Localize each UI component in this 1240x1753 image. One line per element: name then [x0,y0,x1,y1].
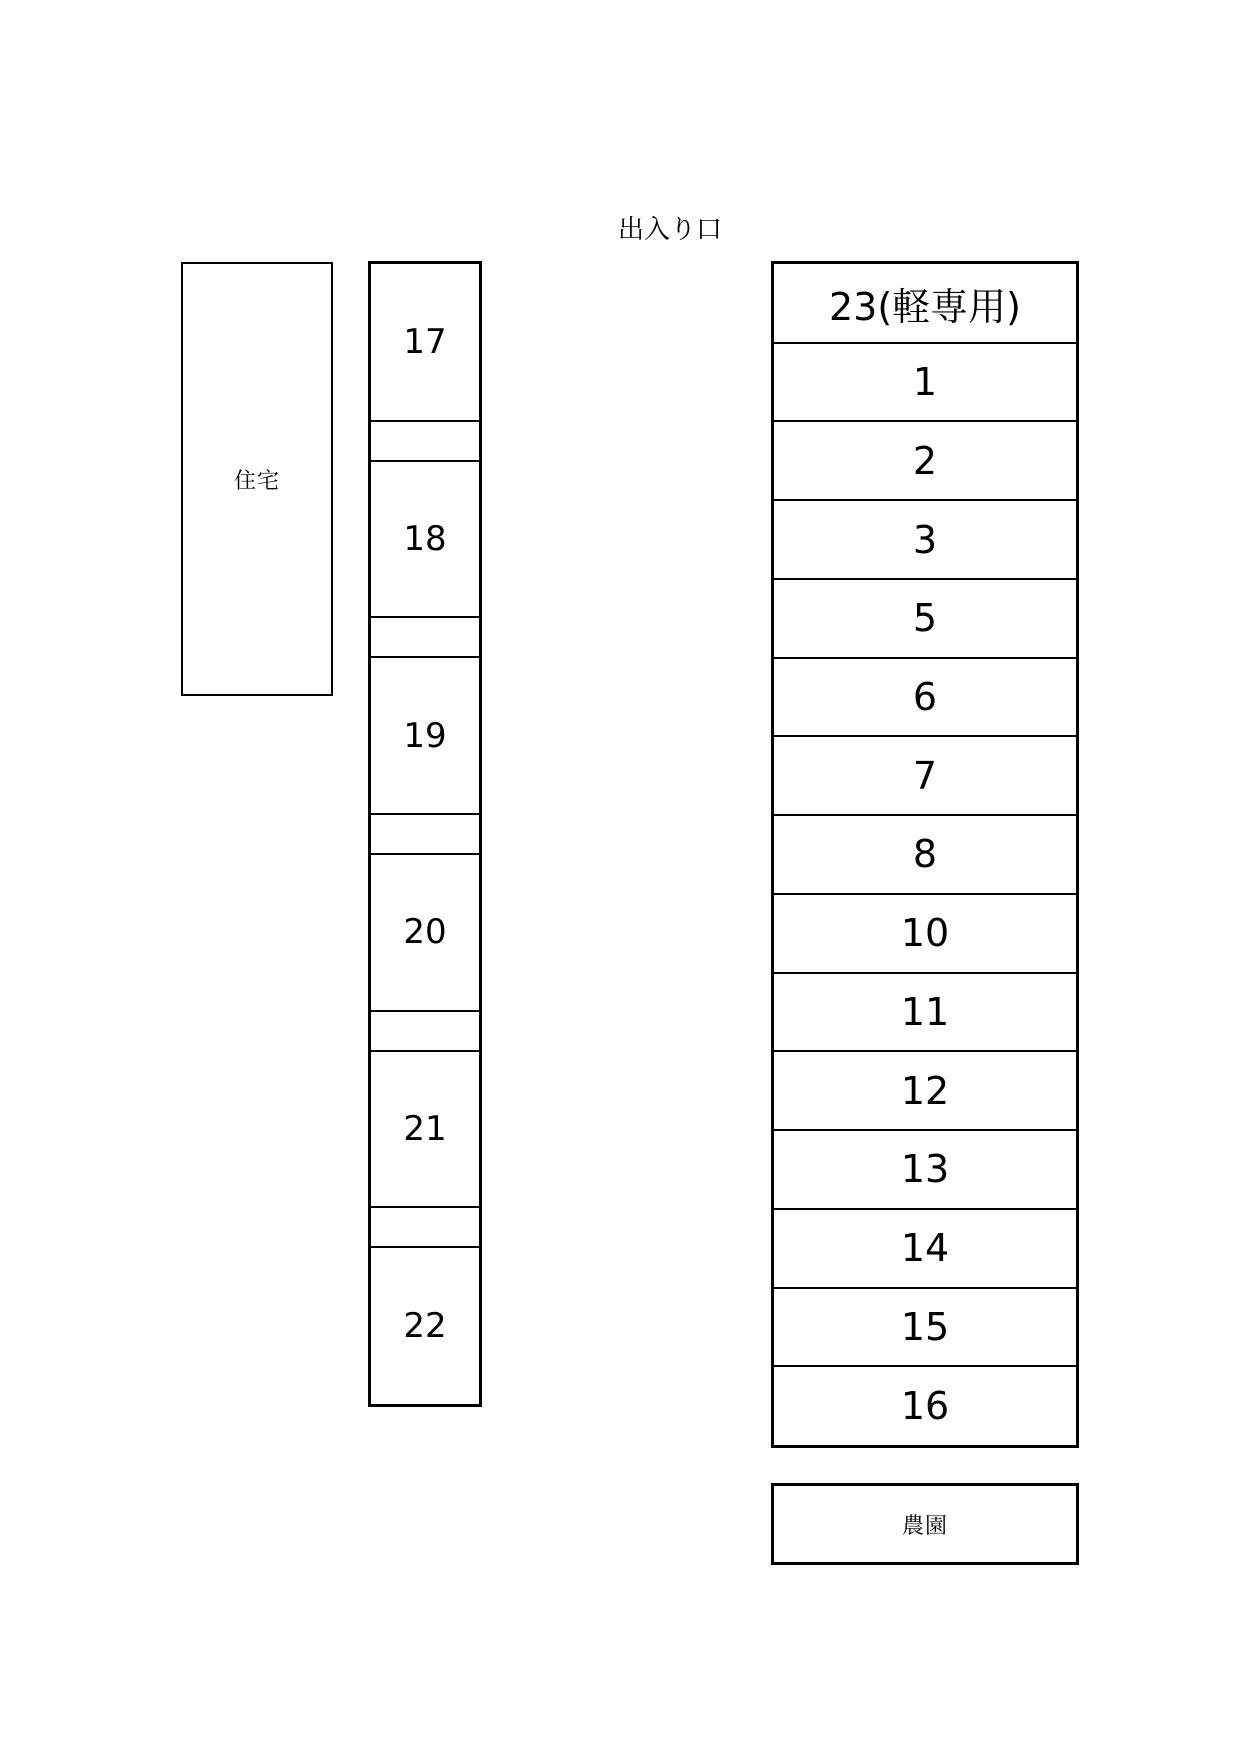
space-divider [371,1206,479,1208]
parking-space-8: 8 [912,832,938,877]
farm-block [771,1483,1079,1565]
parking-space-1: 1 [912,360,938,405]
parking-space-12: 12 [900,1068,950,1113]
parking-space-16: 16 [900,1383,950,1428]
space-divider [371,420,479,422]
farm-label: 農園 [901,1513,948,1539]
right-parking-row [771,261,1079,1448]
space-divider [371,616,479,618]
parking-space-21: 21 [403,1108,447,1149]
parking-space-17: 17 [403,322,447,363]
space-divider [774,1287,1076,1289]
parking-space-20: 20 [403,912,447,953]
space-divider [774,1208,1076,1210]
parking-space-19: 19 [403,715,447,756]
house-block [181,262,333,696]
parking-space-23-kei: 23(軽専用) [828,284,1021,329]
space-divider [774,1129,1076,1131]
left-parking-row [368,261,482,1407]
space-divider [774,814,1076,816]
space-divider [774,735,1076,737]
parking-space-13: 13 [900,1147,950,1192]
space-divider [774,578,1076,580]
space-divider [774,657,1076,659]
parking-space-22: 22 [403,1305,447,1346]
parking-space-3: 3 [912,517,938,562]
space-divider [371,1010,479,1012]
parking-space-2: 2 [912,438,938,483]
parking-space-18: 18 [403,518,447,559]
space-divider [774,893,1076,895]
parking-space-7: 7 [912,753,938,798]
parking-space-15: 15 [900,1304,950,1349]
space-divider [774,342,1076,344]
space-divider [774,499,1076,501]
parking-space-5: 5 [912,596,938,641]
parking-space-6: 6 [912,675,938,720]
parking-space-10: 10 [900,911,950,956]
space-divider [774,1365,1076,1367]
house-label: 住宅 [233,468,280,494]
space-divider [371,813,479,815]
parking-space-14: 14 [900,1226,950,1271]
space-divider [774,420,1076,422]
space-divider [774,972,1076,974]
entrance-label: 出入り口 [617,215,722,245]
space-divider [774,1050,1076,1052]
parking-space-11: 11 [900,989,950,1034]
